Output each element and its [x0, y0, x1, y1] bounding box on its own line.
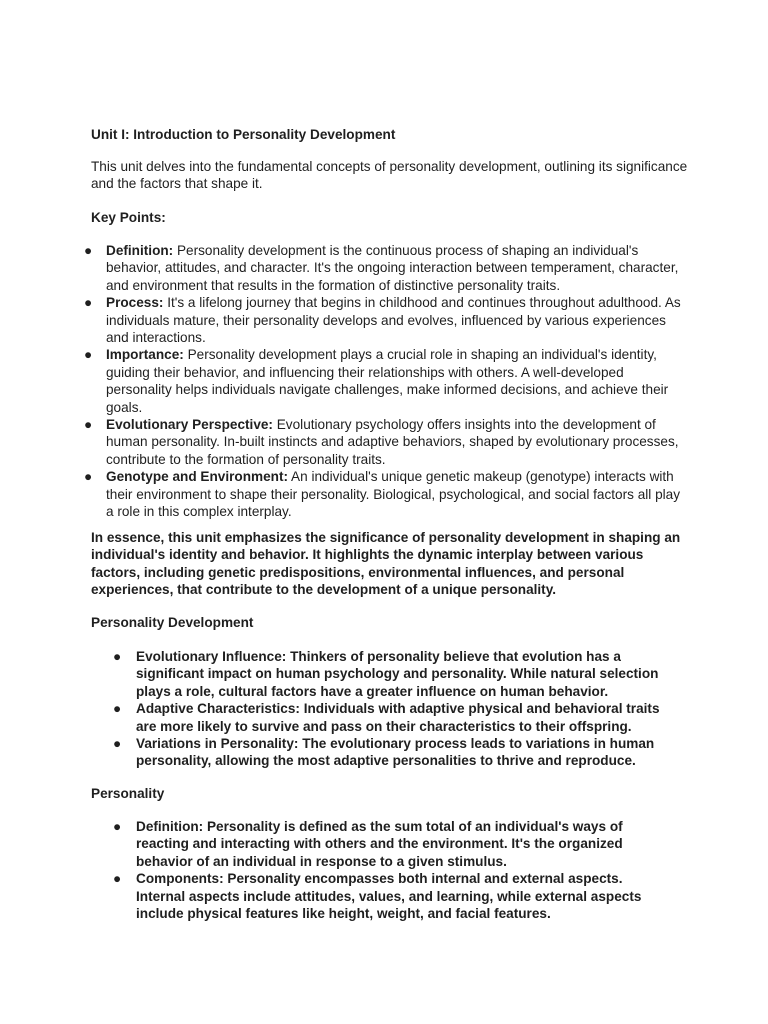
item-text: It's a lifelong journey that begins in childhood and continues throughout adulthood. As individuals mature, their personality develops and evolves, influenced by various experiences and interactions. — [106, 295, 681, 346]
key-points-list — [84, 242, 684, 521]
item-term: Definition: — [106, 243, 174, 258]
item-text: Personality development is the continuous process of shaping an individual's behavior, attitudes, and character. It's the ongoing interaction between temperament, character, and environment that results in the formation of distinctive personality traits. — [106, 243, 679, 293]
key-points-heading: Key Points: — [91, 210, 166, 225]
personality-development-heading: Personality Development — [91, 615, 254, 630]
personality-list — [113, 818, 673, 922]
bullet-icon: ● — [113, 871, 122, 887]
summary-paragraph: In essence, this unit emphasizes the significance of personality development in shaping an individual's identity and behavior. It highlights the dynamic interplay between various factors, including genetic predispositions, environmental influences, and personal experiences, that contribute to the development of a unique personality. — [91, 530, 681, 598]
list-item — [113, 735, 673, 770]
unit-title: Unit I: Introduction to Personality Development — [91, 127, 396, 142]
bullet-icon: ● — [84, 417, 93, 433]
item-term: Genotype and Environment: — [106, 469, 289, 485]
list-item — [113, 870, 673, 922]
item-text: Components: Personality encompasses both internal and external aspects. Internal aspects include attitudes, values, and learning, while external aspects include physical features like height, weight, and facial features. — [136, 871, 642, 922]
list-item — [84, 416, 684, 468]
item-text: Adaptive Characteristics: Individuals with adaptive physical and behavioral traits are more likely to survive and pass on their characteristics to their offspring. — [136, 701, 660, 734]
item-text: Definition: Personality is defined as the sum total of an individual's ways of reacting and interacting with others and the environment. It's the organized behavior of an individual in response to a given stimulus. — [136, 819, 623, 869]
item-text: An individual's unique genetic makeup (genotype) interacts with their environment to shape their personality. Biological, psychological, and social factors all play a role in this complex interplay. — [106, 469, 681, 520]
personality-heading: Personality — [91, 786, 165, 801]
item-term: Process: — [106, 295, 164, 311]
bullet-icon: ● — [84, 347, 93, 363]
bullet-icon: ● — [84, 243, 93, 258]
item-term: Importance: — [106, 347, 184, 363]
item-text: Personality development plays a crucial role in shaping an individual's identity, guiding their behavior, and influencing their relationships with others. A well-developed personality helps individuals navigate challenges, make informed decisions, and achieve their goals. — [106, 347, 669, 415]
bullet-icon: ● — [113, 819, 122, 834]
list-item — [84, 294, 684, 346]
list-item — [84, 242, 684, 294]
bullet-icon: ● — [113, 649, 122, 664]
bullet-icon: ● — [113, 736, 122, 752]
list-item — [113, 818, 673, 870]
item-text: Variations in Personality: The evolutionary process leads to variations in human personality, allowing the most adaptive personalities to thrive and reproduce. — [136, 736, 655, 769]
item-text: Evolutionary Influence: Thinkers of personality believe that evolution has a significant impact on human psychology and personality. While natural selection plays a role, cultural factors have a greater influence on human behavior. — [136, 649, 659, 699]
list-item — [84, 346, 684, 416]
item-term: Evolutionary Perspective: — [106, 417, 273, 433]
item-text: Evolutionary psychology offers insights into the development of human personality. In-built instincts and adaptive behaviors, shaped by evolutionary processes, contribute to the formation of personality traits. — [106, 417, 679, 467]
bullet-icon: ● — [113, 701, 122, 717]
list-item — [113, 648, 673, 700]
bullet-icon: ● — [84, 295, 93, 311]
list-item — [113, 700, 673, 735]
bullet-icon: ● — [84, 469, 93, 485]
personality-development-list — [113, 648, 673, 770]
list-item — [84, 468, 684, 520]
intro-paragraph: This unit delves into the fundamental concepts of personality development, outlining its significance and the factors that shape it. — [91, 159, 688, 192]
